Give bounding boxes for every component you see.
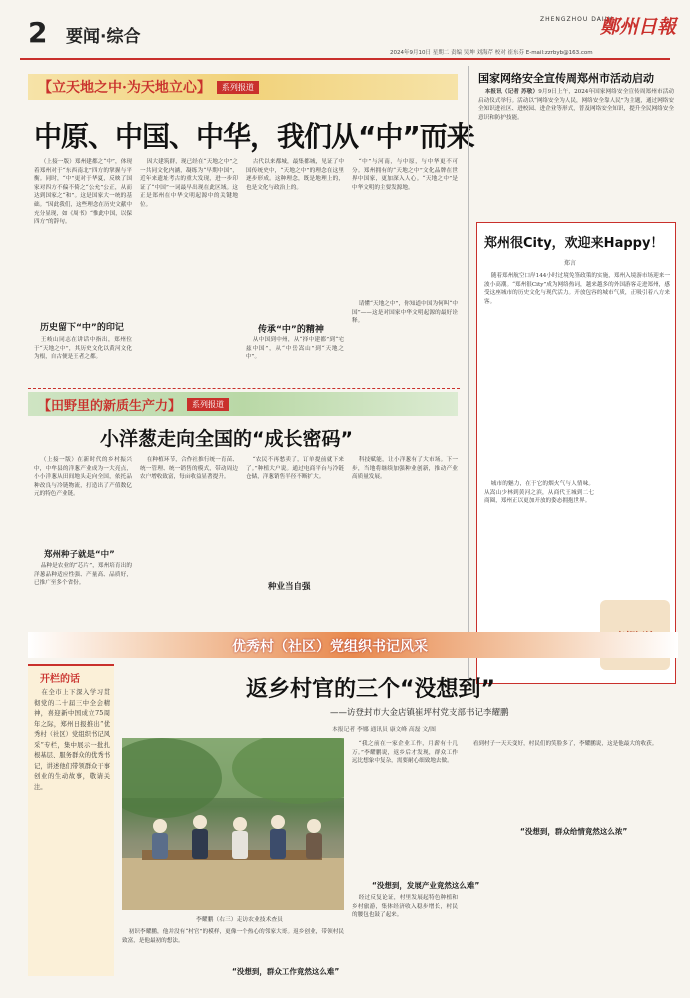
section-title: 要闻·综合	[66, 27, 141, 47]
series-banner-2	[28, 392, 458, 416]
article3-col4-subhead: “没想到，群众给情竟然这么浓”	[520, 827, 628, 836]
article1-col4b: 请懂“天地之中”，你知道中国为何叫“中国”——这是对国家中华文明起源的最好诠释。	[352, 301, 458, 325]
article3-headline: 返乡村官的三个“没想到”	[246, 677, 495, 702]
series-tag-1: 系列报道	[217, 81, 259, 94]
sidebar-title: 开栏的话	[40, 674, 80, 685]
article3-col3b: 经过反复论证，村里发展起特色种植和乡村旅游，集体经济收入稳步增长，村民的腰包也鼓了起来。	[352, 895, 458, 919]
article1-col2: 因大建筑群，现已经在“天地之中”之一共同文化内涵，凝练为“早期中国”，近年来遗址考古的重大发现，进一步印证了“中国”一词最早出现在此区域。这正是郑州在中华文明起源中的关键地位。	[140, 159, 238, 208]
article2-col1: （上接一版）在新时代的乡村振兴中，中牟县的洋葱产业成为一大亮点，小小洋葱从田间地头走向全国，依托品种改良与冷链物流，打造出了产值数亿元的特色产业链。	[34, 457, 132, 498]
paper-name-en: ZHENGZHOU DAILY	[540, 16, 613, 23]
series-banner-1	[28, 74, 458, 100]
date-line: 2024年9月10日 星期二 责编 吴坤 刘海芹 校对 崔东芬 E-mail:zzrbyb@163.com	[390, 50, 593, 56]
commentary-headline: 郑州很City，欢迎来Happy！	[484, 236, 664, 251]
article2-col3-subhead: 种业当自强	[268, 582, 311, 592]
commentary-body: 随着郑州航空口岸144小时过境免签政策的实施，郑州入境游市场迎来一波小高潮。“郑州很City”成为网络热词，越来越多的外国游客走进郑州，感受这座城市的历史文化与现代活力。开放包容的城市气质，正吸引着八方来客。	[484, 273, 670, 305]
commentary-body2: 城市的魅力，在于它的烟火气与人情味。从嵩山少林到黄河之滨，从商代王城到二七商圈，郑州正以更加开放的姿态拥抱世界。	[484, 481, 594, 505]
page-number: 2	[28, 16, 48, 49]
series-banner-3-text: 优秀村（社区）党组织书记风采	[232, 639, 428, 655]
article1-headline: 中原、中国、中华，我们从“中”而来	[34, 120, 474, 153]
article3-col2-subhead: “没想到，群众工作竟然这么难”	[232, 967, 340, 976]
photo-illustration	[122, 738, 344, 910]
article1-col3b: 从中国到中州，从“择中建都”到“宅兹中国”，从“中岳嵩山”到“天地之中”。	[246, 337, 344, 361]
article1-col1-subhead: 历史留下“中”的印记	[40, 323, 124, 333]
series-banner-2-text: 【田野里的新质生产力】	[38, 398, 182, 414]
article1-col3: 古代以来都城，最集都城，见证了中国传统史中，“天地之中”的理念在这里逐步形成。这种理念，既是地理上的，也是文化与政治上的。	[246, 159, 344, 191]
article2-col3: “农民不再愁卖了，订单提前就下来了。”种植大户说。通过电商平台与冷链仓储，洋葱销售半径不断扩大。	[246, 457, 344, 481]
side1-byline: 本报讯（记者 苏敬）	[484, 89, 539, 95]
article2-col2: 在种植环节，合作社推行统一育苗、统一管理、统一销售的模式，带动周边农户增收致富，每亩收益显著提升。	[140, 457, 238, 481]
article3-col3-subhead: “没想到，发展产业竟然这么难”	[372, 881, 480, 890]
article1-col1: （上接一版）郑州建都之“中”，体现着郑州对于“东西南北”四方的掌握与平衡。同时，“中”更对于华夏，反映了国家对四方不偏不倚之“公允”公正，从而达到国家之“和”。这是国家大一统的基础。“因此我们，这些理念在历史文献中充分显现，如《周书》“惟此中国，以保四方”的辞句。	[34, 159, 132, 226]
page-header	[0, 0, 690, 62]
article3-col3: “我之前在一家企业工作，月薪有十几万。”李耀鹏说，返乡后才发现，群众工作远比想象中复杂，需要耐心细致地去做。	[352, 741, 458, 765]
article1-col3-subhead: 传承“中”的精神	[258, 325, 324, 335]
series-banner-1-text: 【立天地之中·为天地立心】	[38, 80, 211, 96]
article1-col1b: 王岐山同志在讲话中指出，郑州位于“天地之中”，其历史文化以黄河文化为根，自古便是王者之都。	[34, 337, 132, 361]
sidebar-body: 在全市上下深入学习贯彻党的二十届三中全会精神，喜迎新中国成立75周年之际，郑州日报推出“优秀村（社区）党组织书记风采”专栏，集中展示一批扎根基层、服务群众的优秀书记，讲述他们带领群众干事创业的生动故事，敬请关注。	[34, 689, 110, 791]
article2-headline: 小洋葱走向全国的“成长密码”	[100, 428, 353, 450]
series-tag-2: 系列报道	[187, 398, 229, 411]
article3-photo	[122, 738, 344, 910]
side1-body: 本报讯（记者 苏敬）9月9日上午，2024年国家网络安全宣传周郑州市活动启动仪式举行。活动以“网络安全为人民，网络安全靠人民”为主题，通过网络安全知识进社区、进校园、进企业等形式，普及网络安全知识，提升全民网络安全意识和防护技能。	[478, 89, 674, 121]
photo-caption: 李耀鹏（右三）走访农业技术查员	[196, 917, 283, 923]
article2-col1b: 品种是农业的“芯片”，郑州培育出的洋葱品种适应性强、产量高、品质好，已推广至多个省份。	[34, 563, 132, 587]
masthead-logo: 鄭州日報	[600, 16, 677, 38]
article2-col4: 科技赋能，让小洋葱有了大市场。下一步，当地将继续加强种业创新，推动产业高质量发展。	[352, 457, 458, 481]
commentary-author: 郑言	[564, 260, 577, 267]
article1-col4: “中”与河南，与中原，与中华更不可分。郑州拥有的“天地之中”文化品牌在世界中国家，更加深入人心。“天地之中”是中华文明的主要发源地。	[352, 159, 458, 191]
article3-col4: 看到村子一天天变好，村民们的笑脸多了，李耀鹏说，这是他最大的收获。	[472, 741, 658, 747]
article3-subheadline: ——访登封市大金店镇崔坪村党支部书记李耀鹏	[330, 708, 509, 718]
article2-col1-subhead: 郑州种子就是“中”	[44, 550, 115, 560]
side1-headline: 国家网络安全宣传周郑州市活动启动	[478, 72, 654, 85]
article3-byline: 本报记者 李娜 通讯员 康文峰 高磊 文/图	[332, 727, 436, 733]
article3-col2-lower: 初识李耀鹏，他并没有“村官”的模样，更像一个热心的邻家大哥。返乡创业，带领村民致富，是他最初的想法。	[122, 929, 344, 944]
